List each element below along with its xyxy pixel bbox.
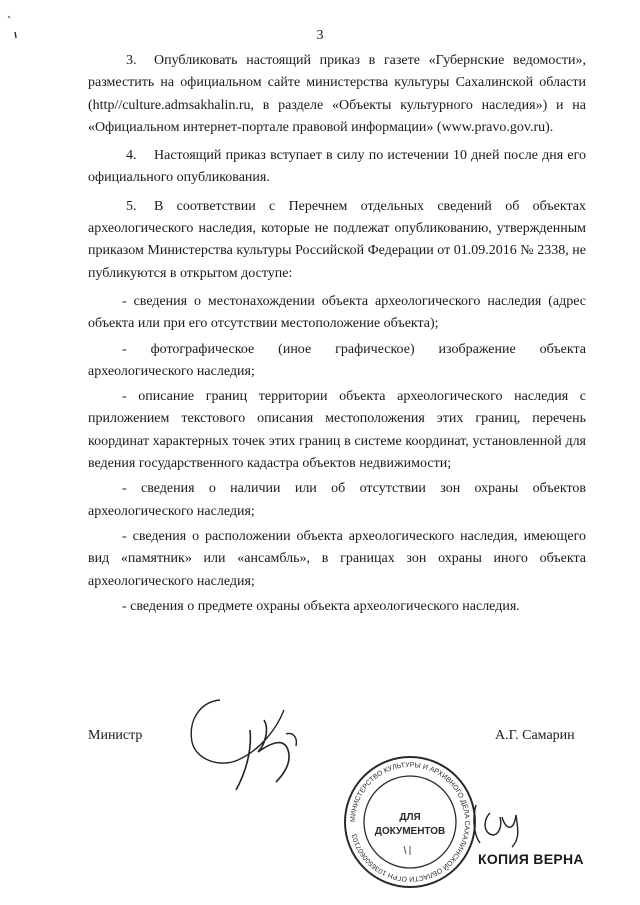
item-number: 4. (126, 148, 137, 164)
official-stamp (342, 754, 478, 890)
scan-mark (6, 14, 26, 44)
item-number: 5. (126, 198, 137, 214)
stamp-line-2: ДОКУМЕНТОВ (374, 826, 446, 837)
signatory-name: А.Г. Самарин (495, 728, 575, 743)
stamp-ring-text: МИНИСТЕРСТВО КУЛЬТУРЫ И АРХИВНОГО ДЕЛА САХАЛИНСКОЙ ОБЛАСТИ ОГРН 1036500607103 (349, 761, 471, 883)
document-body (88, 50, 586, 621)
list-item: - сведения о расположении объекта археологического наследия, имеющего вид «памятник» или «ансамбль», в границах зон охраны иного объекта археологического наследия; (88, 528, 586, 589)
page-number: 3 (316, 28, 324, 43)
item-number: 3. (126, 53, 137, 68)
list-item: - описание границ территории объекта археологического наследия с приложением текстового описания местоположения этих границ, перечень координат характерных точек этих границ в системе координат, установленной для ведения государственного кадастра объектов недвижимости; (88, 389, 586, 472)
list-item: - фотографическое (иное графическое) изображение объекта археологического наследия; (88, 341, 586, 379)
certifier-signature (468, 795, 528, 850)
item-text: Настоящий приказ вступает в силу по истечении 10 дней после дня его официального опубликования. (88, 148, 586, 186)
list-item: - сведения о местонахождении объекта археологического наследия (адрес объекта или при его отсутствии местоположение объекта); (88, 293, 586, 332)
paragraph-item-3 (88, 50, 586, 139)
item-text: Опубликовать настоящий приказ в газете «Губернские ведомости», разместить на официальном сайте министерства культуры Сахалинской области (http//culture.admsakhalin.ru, в разделе «Объекты культурного наследия») и на «Официальном интернет-портале правовой информации» (www.pravo.gov.ru). (88, 53, 586, 135)
list-item: - сведения о наличии или об отсутствии зон охраны объектов археологического наследия; (88, 481, 586, 519)
list-item: - сведения о предмете охраны объекта археологического наследия. (122, 598, 520, 614)
handwritten-signature (180, 690, 320, 800)
copy-certified-label: КОПИЯ ВЕРНА (478, 851, 584, 867)
item-text: В соответствии с Перечнем отдельных сведений об объектах археологического наследия, которые не подлежат опубликованию, утвержденным приказом Министерства культуры Российской Федерации от 01.09.2016 № 2338, не публикуются в открытом доступе: (88, 198, 586, 281)
paragraph-item-5 (88, 196, 586, 285)
paragraph-item-4 (88, 145, 586, 190)
stamp-line-1: ДЛЯ (399, 812, 421, 823)
signatory-title: Министр (88, 728, 143, 743)
